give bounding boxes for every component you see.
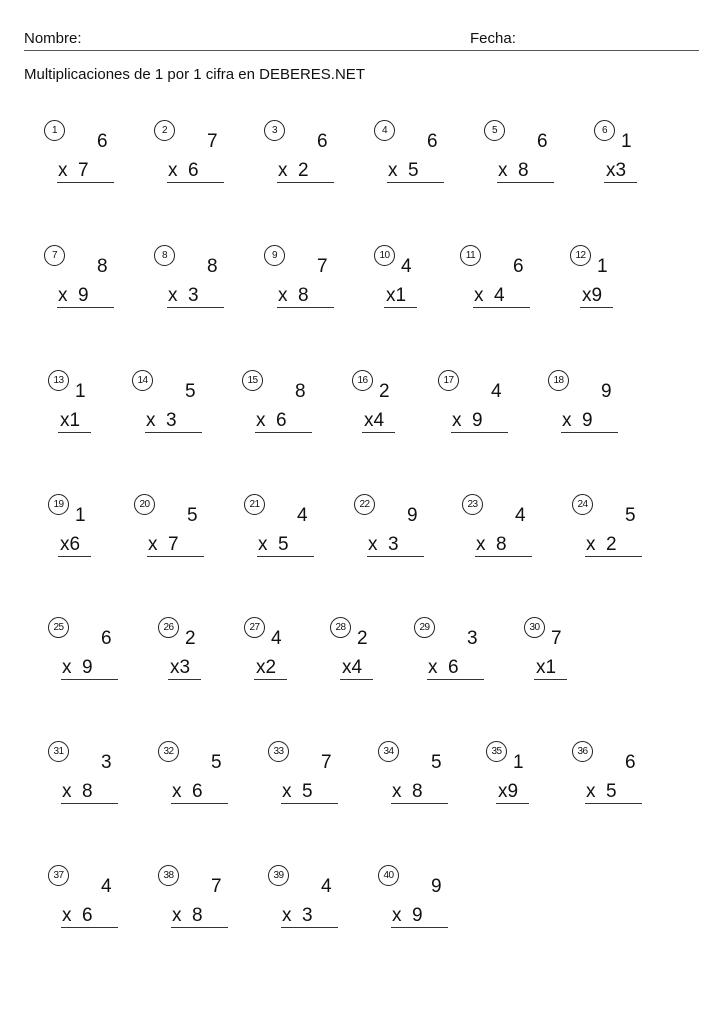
- multiplicand: 6: [513, 256, 524, 277]
- multiplicand: 6: [317, 131, 328, 152]
- multiplier-row: x3: [606, 160, 627, 181]
- multiplier-row: x2: [256, 657, 277, 678]
- problem-39: [268, 865, 378, 945]
- answer-line: [277, 307, 334, 308]
- multiplicand: 4: [401, 256, 412, 277]
- problem-38: [158, 865, 268, 945]
- header-rule: [24, 50, 699, 51]
- problem-12: [570, 245, 680, 325]
- problem-number-badge: 27: [244, 617, 265, 638]
- answer-line: [281, 927, 338, 928]
- problem-number-badge: 10: [374, 245, 395, 266]
- problem-8: [154, 245, 264, 325]
- problem-number-badge: 23: [462, 494, 483, 515]
- multiplier-row: x1: [386, 285, 407, 306]
- problem-33: [268, 741, 378, 821]
- multiplier-row: x 9: [452, 410, 483, 431]
- problem-20: [134, 494, 244, 574]
- problem-number-badge: 35: [486, 741, 507, 762]
- multiplier-row: x 5: [258, 534, 289, 555]
- multiplier-row: x9: [582, 285, 603, 306]
- multiplicand: 7: [211, 876, 222, 897]
- multiplier-row: x4: [342, 657, 363, 678]
- problem-22: [354, 494, 464, 574]
- multiplicand: 3: [101, 752, 112, 773]
- multiplicand: 9: [431, 876, 442, 897]
- problem-29: [414, 617, 524, 697]
- problem-14: [132, 370, 242, 450]
- multiplicand: 6: [101, 628, 112, 649]
- problem-number-badge: 12: [570, 245, 591, 266]
- problem-number-badge: 2: [154, 120, 175, 141]
- answer-line: [281, 803, 338, 804]
- problem-number-badge: 24: [572, 494, 593, 515]
- answer-line: [384, 307, 417, 308]
- problem-number-badge: 28: [330, 617, 351, 638]
- multiplier-row: x 9: [562, 410, 593, 431]
- answer-line: [475, 556, 532, 557]
- multiplicand: 7: [207, 131, 218, 152]
- problem-31: [48, 741, 158, 821]
- problem-34: [378, 741, 488, 821]
- problem-6: [594, 120, 704, 200]
- answer-line: [580, 307, 613, 308]
- multiplier-row: x 8: [476, 534, 507, 555]
- problem-3: [264, 120, 374, 200]
- answer-line: [451, 432, 508, 433]
- multiplicand: 9: [601, 381, 612, 402]
- multiplier-row: x 5: [586, 781, 617, 802]
- problem-number-badge: 37: [48, 865, 69, 886]
- problem-30: [524, 617, 634, 697]
- multiplicand: 4: [101, 876, 112, 897]
- problem-11: [460, 245, 570, 325]
- answer-line: [496, 803, 529, 804]
- multiplier-row: x 9: [62, 657, 93, 678]
- name-label: Nombre:: [24, 30, 82, 47]
- multiplier-row: x 3: [282, 905, 313, 926]
- worksheet-title: Multiplicaciones de 1 por 1 cifra en DEBERES.NET: [24, 66, 365, 83]
- problem-number-badge: 14: [132, 370, 153, 391]
- problem-number-badge: 17: [438, 370, 459, 391]
- multiplier-row: x 2: [278, 160, 309, 181]
- problem-number-badge: 33: [268, 741, 289, 762]
- answer-line: [171, 803, 228, 804]
- answer-line: [58, 432, 91, 433]
- multiplier-row: x9: [498, 781, 519, 802]
- problem-number-badge: 6: [594, 120, 615, 141]
- multiplicand: 4: [515, 505, 526, 526]
- problem-24: [572, 494, 682, 574]
- problem-25: [48, 617, 158, 697]
- multiplier-row: x1: [60, 410, 81, 431]
- answer-line: [497, 182, 554, 183]
- answer-line: [277, 182, 334, 183]
- multiplicand: 8: [207, 256, 218, 277]
- problem-number-badge: 19: [48, 494, 69, 515]
- problem-number-badge: 36: [572, 741, 593, 762]
- multiplicand: 5: [431, 752, 442, 773]
- multiplicand: 8: [97, 256, 108, 277]
- problem-number-badge: 15: [242, 370, 263, 391]
- multiplicand: 2: [357, 628, 368, 649]
- multiplier-row: x 8: [172, 905, 203, 926]
- problem-36: [572, 741, 682, 821]
- problem-9: [264, 245, 374, 325]
- problem-1: [44, 120, 154, 200]
- multiplier-row: x6: [60, 534, 81, 555]
- problem-21: [244, 494, 354, 574]
- answer-line: [362, 432, 395, 433]
- answer-line: [561, 432, 618, 433]
- answer-line: [387, 182, 444, 183]
- answer-line: [171, 927, 228, 928]
- answer-line: [391, 927, 448, 928]
- answer-line: [255, 432, 312, 433]
- multiplier-row: x 9: [58, 285, 89, 306]
- multiplicand: 4: [297, 505, 308, 526]
- multiplicand: 5: [211, 752, 222, 773]
- multiplier-row: x 3: [168, 285, 199, 306]
- multiplicand: 3: [467, 628, 478, 649]
- problem-number-badge: 25: [48, 617, 69, 638]
- answer-line: [534, 679, 567, 680]
- multiplier-row: x 8: [498, 160, 529, 181]
- multiplier-row: x 4: [474, 285, 505, 306]
- answer-line: [585, 803, 642, 804]
- problem-number-badge: 16: [352, 370, 373, 391]
- answer-line: [61, 679, 118, 680]
- answer-line: [254, 679, 287, 680]
- problem-number-badge: 38: [158, 865, 179, 886]
- multiplicand: 6: [537, 131, 548, 152]
- multiplier-row: x 6: [256, 410, 287, 431]
- answer-line: [61, 803, 118, 804]
- problem-23: [462, 494, 572, 574]
- problem-number-badge: 5: [484, 120, 505, 141]
- multiplicand: 4: [271, 628, 282, 649]
- multiplicand: 1: [621, 131, 632, 152]
- multiplicand: 5: [185, 381, 196, 402]
- multiplicand: 1: [75, 505, 86, 526]
- multiplicand: 1: [597, 256, 608, 277]
- problem-number-badge: 3: [264, 120, 285, 141]
- problem-2: [154, 120, 264, 200]
- problem-15: [242, 370, 352, 450]
- problem-number-badge: 31: [48, 741, 69, 762]
- multiplicand: 4: [491, 381, 502, 402]
- problem-number-badge: 8: [154, 245, 175, 266]
- multiplicand: 2: [185, 628, 196, 649]
- multiplier-row: x 9: [392, 905, 423, 926]
- problem-7: [44, 245, 154, 325]
- multiplier-row: x 2: [586, 534, 617, 555]
- multiplier-row: x4: [364, 410, 385, 431]
- answer-line: [57, 182, 114, 183]
- multiplier-row: x 8: [278, 285, 309, 306]
- answer-line: [340, 679, 373, 680]
- multiplicand: 5: [187, 505, 198, 526]
- problem-number-badge: 29: [414, 617, 435, 638]
- problem-number-badge: 32: [158, 741, 179, 762]
- answer-line: [585, 556, 642, 557]
- problem-40: [378, 865, 488, 945]
- answer-line: [61, 927, 118, 928]
- answer-line: [427, 679, 484, 680]
- multiplicand: 7: [317, 256, 328, 277]
- multiplicand: 6: [427, 131, 438, 152]
- multiplier-row: x 8: [62, 781, 93, 802]
- multiplier-row: x 8: [392, 781, 423, 802]
- problem-5: [484, 120, 594, 200]
- problem-37: [48, 865, 158, 945]
- answer-line: [604, 182, 637, 183]
- multiplicand: 8: [295, 381, 306, 402]
- multiplier-row: x 5: [388, 160, 419, 181]
- problem-number-badge: 21: [244, 494, 265, 515]
- multiplier-row: x 7: [148, 534, 179, 555]
- problem-number-badge: 20: [134, 494, 155, 515]
- problem-number-badge: 22: [354, 494, 375, 515]
- problem-number-badge: 26: [158, 617, 179, 638]
- answer-line: [167, 182, 224, 183]
- problem-number-badge: 4: [374, 120, 395, 141]
- problem-4: [374, 120, 484, 200]
- date-label: Fecha:: [470, 30, 516, 47]
- multiplicand: 5: [625, 505, 636, 526]
- problem-18: [548, 370, 658, 450]
- answer-line: [367, 556, 424, 557]
- multiplicand: 4: [321, 876, 332, 897]
- problem-number-badge: 34: [378, 741, 399, 762]
- problem-17: [438, 370, 548, 450]
- answer-line: [167, 307, 224, 308]
- multiplicand: 1: [513, 752, 524, 773]
- problem-number-badge: 13: [48, 370, 69, 391]
- multiplier-row: x 5: [282, 781, 313, 802]
- multiplier-row: x1: [536, 657, 557, 678]
- multiplier-row: x 6: [62, 905, 93, 926]
- answer-line: [257, 556, 314, 557]
- answer-line: [391, 803, 448, 804]
- problem-number-badge: 9: [264, 245, 285, 266]
- answer-line: [57, 307, 114, 308]
- multiplicand: 6: [625, 752, 636, 773]
- multiplier-row: x 3: [146, 410, 177, 431]
- problem-32: [158, 741, 268, 821]
- problem-number-badge: 40: [378, 865, 399, 886]
- multiplier-row: x 6: [172, 781, 203, 802]
- multiplier-row: x 3: [368, 534, 399, 555]
- problem-number-badge: 39: [268, 865, 289, 886]
- problem-number-badge: 18: [548, 370, 569, 391]
- answer-line: [168, 679, 201, 680]
- multiplier-row: x 6: [428, 657, 459, 678]
- problem-number-badge: 30: [524, 617, 545, 638]
- multiplicand: 7: [551, 628, 562, 649]
- multiplicand: 2: [379, 381, 390, 402]
- answer-line: [473, 307, 530, 308]
- problem-number-badge: 11: [460, 245, 481, 266]
- multiplier-row: x3: [170, 657, 191, 678]
- problem-number-badge: 7: [44, 245, 65, 266]
- multiplier-row: x 7: [58, 160, 89, 181]
- multiplicand: 7: [321, 752, 332, 773]
- answer-line: [145, 432, 202, 433]
- answer-line: [58, 556, 91, 557]
- multiplicand: 6: [97, 131, 108, 152]
- multiplicand: 9: [407, 505, 418, 526]
- multiplicand: 1: [75, 381, 86, 402]
- problem-number-badge: 1: [44, 120, 65, 141]
- multiplier-row: x 6: [168, 160, 199, 181]
- answer-line: [147, 556, 204, 557]
